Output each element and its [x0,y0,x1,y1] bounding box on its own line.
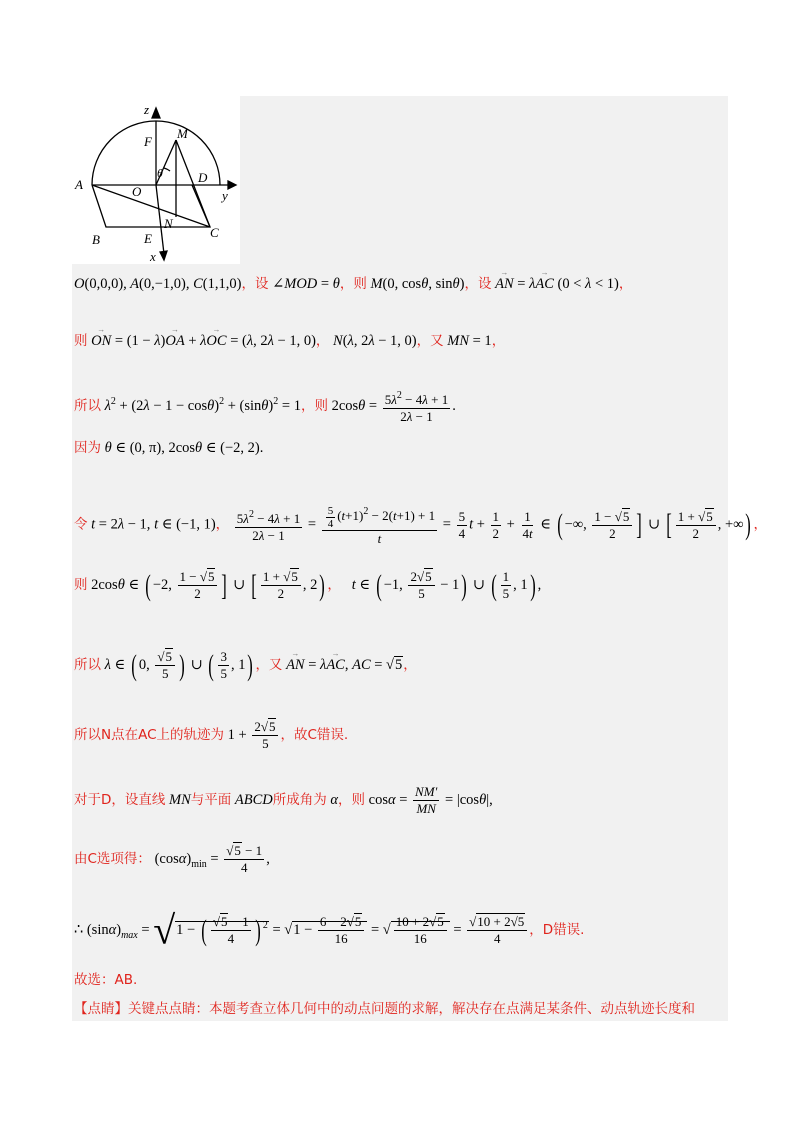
x-axis [156,185,164,254]
text-then-3: ，则 [300,397,328,414]
solution-line-1: O(0,0,0), A(0,−1,0), C(1,1,0)，设 ∠MOD = θ，则 M(0, cosθ, sinθ)，设 → AN = λ→ AC (0 < λ < 1)， [74,274,632,294]
label-b: B [92,232,100,247]
label-d: D [198,170,208,185]
diagonal-ac [92,185,210,227]
label-a: A [75,177,83,192]
solution-line-5: 令 t = 2λ − 1, t ∈ (−1, 1)， $\frac{5\lambda^2 - 4\lambda + 1}{2\lambda - 1}$ = $\frac{5}{4}$ $(t+1)^2 - 2(t+1) + 1$ t = $\frac{5}{4}$ t + $\frac{1}{2}$ + $\frac{1}{4t}$ ∈ ( −∞, $\frac{1 - √5}{2}$ ] ∪ [ $\frac{1 + √5}{2}$ , +∞) ， [74,504,767,546]
comment-line [74,999,695,1019]
comment-text: 关键点点睛：本题考查立体几何中的动点问题的求解，解决存在点满足某条件、动点轨迹长度和 [128,1001,695,1017]
text-set-angle: ，设 [241,276,269,292]
label-y: y [222,188,228,203]
text-then-5: ，则 [338,791,366,808]
solution-line-2: 则 → ON = (1 − λ)→ OA + λ→ OC = (λ, 2λ − 1, 0)， N(λ, 2λ − 1, 0)，又 MN = 1， [74,331,505,351]
solution-line-11: ∴ $(\sin\alpha)_{max} = √1$ − ( $\frac{√5 - 1}{4}$ ) $^2$ = √1 − $\frac{6 - 2√5}{16}$ = √ $\frac{10 + 2√5}{16}$ = $\frac{√10 + 2√5}{4}$ ，D错误. [74,907,585,953]
x-arrow-icon [160,251,167,260]
text-then-1: ，则 [339,276,367,292]
z-arrow-icon [152,108,160,118]
geometry-diagram [72,96,240,264]
text-therefore-2: 所以 [74,656,101,673]
y-arrow-icon [228,181,236,189]
answer-line: 故选：AB. [74,972,138,988]
label-f: F [144,134,152,149]
text-for-d: 对于D，设直线 [74,791,166,808]
text-because: 因为 [74,440,101,456]
geometry-figure [72,96,240,264]
label-theta: θ [157,166,163,180]
solution-line-10: 由C选项得： $(\cos\alpha)_{min}$ = $\frac{√5 - 1}{4}$ , [74,843,270,875]
text-set-an: ，设 [464,276,492,292]
solution-line-9: 对于D，设直线 MN与平面 ABCD所成角为 α，则 cosα = $\frac{NM'}{MN}$ = |cosθ|, [74,784,493,816]
solution-line-7: 所以 λ ∈ ( 0, $\frac{√5}{5}$ ) ∪ ( $\frac{3}{5}$ , 1) ，又 → AN = λ→ AC, AC = √5， [74,649,417,682]
label-c: C [210,225,219,240]
text-then-4: 则 [74,576,88,593]
comment-tag: 【点睛】 [74,1001,128,1017]
text-trajectory: 所以N点在AC上的轨迹为 [74,726,225,743]
solution-line-8: 所以N点在AC上的轨迹为 1 + $\frac{2√5}{5}$ ，故C错误. [74,719,349,751]
angle-theta-arc [164,168,170,171]
text-angle-is: 所成角为 [272,791,327,808]
text-then-2: 则 [74,333,88,349]
text-c-wrong: ，故C错误. [280,726,349,743]
text-also-2: ，又 [255,656,283,673]
solution-line-3: 所以 $\lambda^2 + (2\lambda - 1 - \cos\theta)^2 + (\sin\theta)^2 = 1$，则 2cosθ = $\frac{5\lambda^2 - 4\lambda + 1}{2\lambda - 1}$ . [74,390,456,424]
text-let: 令 [74,516,88,533]
label-x: x [150,249,156,264]
text-also-1: ，又 [416,333,444,349]
label-n: N [164,216,173,231]
text-and-plane: 与平面 [190,791,232,808]
label-z: z [144,102,150,117]
text-therefore-1: 所以 [74,397,101,414]
label-e: E [144,231,152,246]
solution-line-6: 则 2cosθ ∈ ( −2, $\frac{1 - √5}{2}$ ] ∪ [ $\frac{1 + √5}{2}$ , 2) ， t ∈ ( −1, $\frac{2√5}{5}$ − 1) ∪ ( $\frac{1}{5}$ , 1) , [74,568,542,602]
solution-line-4: 因为 θ ∈ (0, π), 2cosθ ∈ (−2, 2). [74,440,264,456]
text-from-c: 由C选项得： [74,850,151,867]
text-d-wrong: ，D错误. [529,921,585,938]
label-m: M [177,126,188,141]
label-o: O [132,184,142,199]
